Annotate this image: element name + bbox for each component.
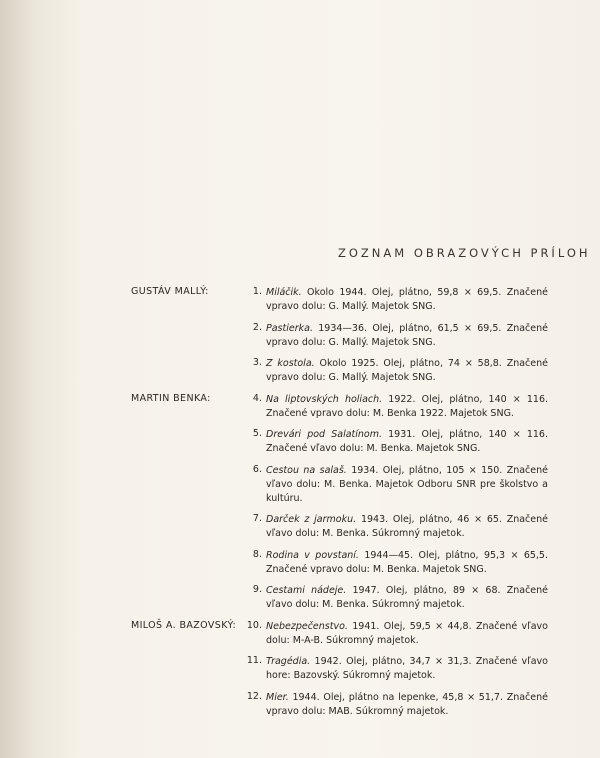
- item-number: 11.: [246, 655, 262, 666]
- item-number: 8.: [252, 548, 262, 560]
- list-item: [0, 655, 600, 683]
- list-item: [0, 620, 600, 648]
- work-title: Darček z jarmoku.: [266, 514, 357, 525]
- work-details: 1944—45. Olej, plátno, 95,3 × 65,5. Značené vpravo dolu: M. Benka. Majetok SNG.: [266, 549, 548, 575]
- item-number: 2.: [252, 321, 262, 333]
- work-details: Okolo 1925. Olej, plátno, 74 × 58,8. Značené vpravo dolu: G. Mallý. Majetok SNG.: [266, 358, 548, 383]
- artist-name: MILOŠ A. BAZOVSKÝ:: [131, 619, 237, 631]
- item-number: 1.: [252, 286, 262, 297]
- item-number: 6.: [252, 463, 262, 475]
- list-item: [0, 393, 600, 421]
- item-number: 12.: [246, 690, 262, 702]
- item-description: [266, 428, 548, 456]
- work-title: Miláčik.: [266, 287, 302, 298]
- work-title: Z kostola.: [266, 358, 315, 369]
- work-details: 1922. Olej, plátno, 140 × 116. Značené vpravo dolu: M. Benka 1922. Majetok SNG.: [266, 393, 549, 419]
- item-number: 9.: [252, 584, 262, 595]
- list-item: [0, 549, 600, 577]
- work-details: Okolo 1944. Olej, plátno, 59,8 × 69,5. Značené vpravo dolu: G. Mallý. Majetok SNG.: [266, 287, 548, 312]
- work-details: 1943. Olej, plátno, 46 × 65. Značené vľavo dolu: M. Benka. Súkromný majetok.: [266, 514, 548, 539]
- work-details: 1947. Olej, plátno, 89 × 68. Značené vľavo dolu: M. Benka. Súkromný majetok.: [266, 585, 549, 610]
- item-description: [266, 393, 548, 421]
- list-item: [0, 322, 600, 350]
- work-details: 1942. Olej, plátno, 34,7 × 31,3. Značené vľavo hore: Bazovský. Súkromný majetok.: [266, 656, 548, 681]
- item-number: 10.: [246, 619, 262, 631]
- work-title: Drevári pod Salatínom.: [266, 429, 382, 440]
- work-title: Mier.: [266, 691, 289, 703]
- work-details: 1934. Olej, plátno, 105 × 150. Značené vľavo dolu: M. Benka. Majetok Odboru SNR pre školstvo a kultúru.: [266, 464, 548, 504]
- item-number: 4.: [252, 392, 262, 404]
- list-item: [0, 286, 600, 314]
- item-description: [266, 620, 548, 648]
- work-title: Tragédia.: [266, 656, 311, 667]
- list-item: [0, 464, 600, 506]
- work-details: 1941. Olej, 59,5 × 44,8. Značené vľavo dolu: M-A-B. Súkromný majetok.: [266, 620, 548, 646]
- list-item: [0, 357, 600, 385]
- item-description: [266, 584, 548, 612]
- artist-name: MARTIN BENKA:: [131, 392, 211, 404]
- work-title: Cestami nádeje.: [266, 585, 347, 596]
- item-description: [266, 286, 548, 314]
- page-title: ZOZNAM OBRAZOVÝCH PRÍLOH: [338, 246, 591, 260]
- work-title: Cestou na salaš.: [266, 464, 347, 476]
- artist-name: GUSTÁV MALLÝ:: [131, 286, 209, 297]
- work-details: 1931. Olej, plátno, 140 × 116. Značené vľavo dolu: M. Benka. Majetok SNG.: [266, 429, 548, 454]
- item-description: [266, 322, 548, 350]
- item-description: [266, 464, 548, 506]
- item-description: [266, 513, 548, 541]
- work-title: Na liptovských holiach.: [266, 393, 383, 405]
- list-item: [0, 584, 600, 612]
- list-item: [0, 691, 600, 719]
- item-description: [266, 357, 548, 385]
- item-number: 7.: [252, 513, 262, 524]
- item-description: [266, 549, 548, 577]
- item-description: [266, 691, 548, 719]
- work-details: 1944. Olej, plátno na lepenke, 45,8 × 51,7. Značené vpravo dolu: MAB. Súkromný majetok.: [266, 691, 548, 717]
- work-title: Rodina v povstaní.: [266, 549, 359, 561]
- item-number: 3.: [252, 357, 262, 368]
- list-item: [0, 513, 600, 541]
- item-description: [266, 655, 548, 683]
- work-details: 1934—36. Olej, plátno, 61,5 × 69,5. Značené vpravo dolu: G. Mallý. Majetok SNG.: [266, 322, 548, 348]
- item-number: 5.: [252, 428, 262, 439]
- illustration-list: [0, 286, 600, 726]
- work-title: Pastierka.: [266, 322, 313, 334]
- list-item: [0, 428, 600, 456]
- work-title: Nebezpečenstvo.: [266, 620, 348, 632]
